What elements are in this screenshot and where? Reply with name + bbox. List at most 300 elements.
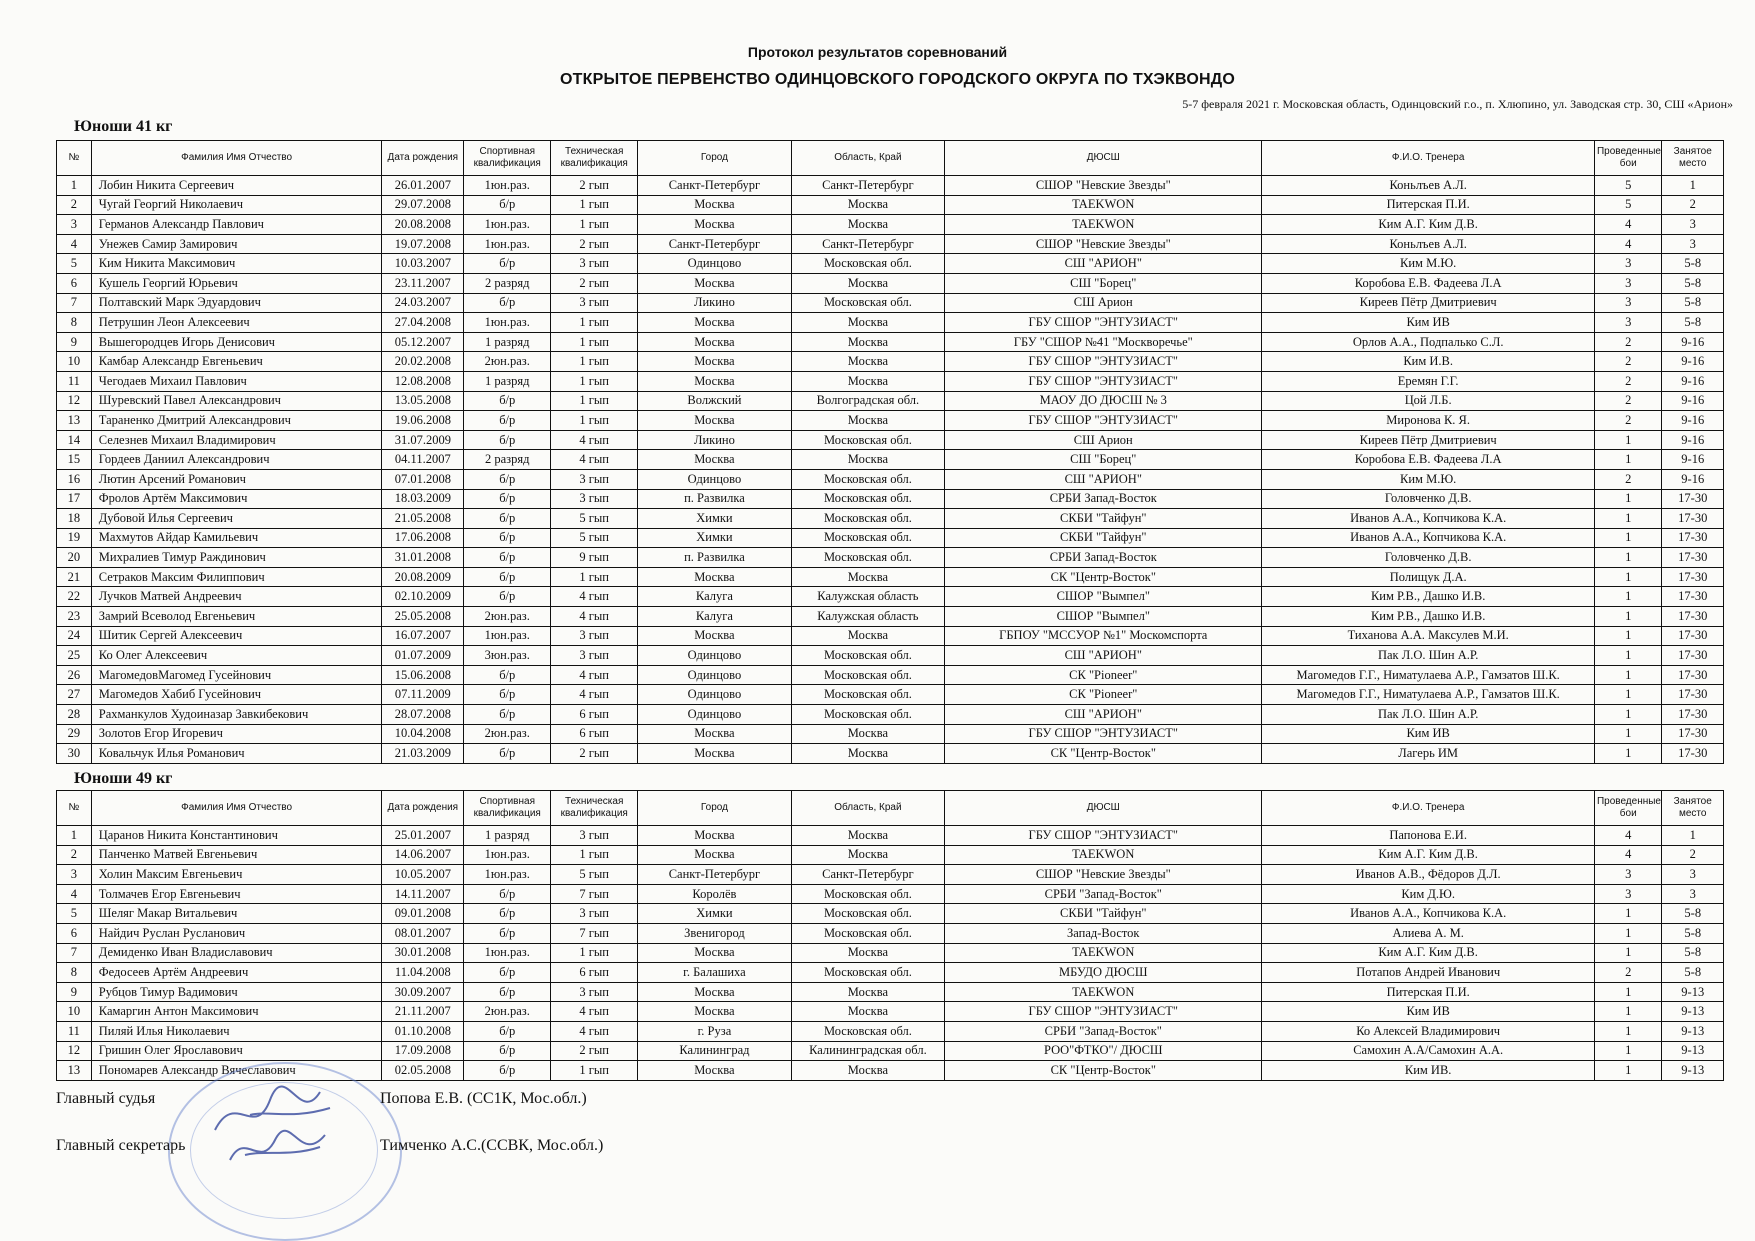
cell-bouts: 2 [1594,391,1662,411]
cell-coach: Потапов Андрей Иванович [1262,963,1595,983]
cell-city: Одинцово [638,705,791,725]
cell-school: СШ Арион [945,430,1262,450]
cell-school: СШ Арион [945,293,1262,313]
cell-name: Ким Никита Максимович [91,254,382,274]
cell-name: Кушель Георгий Юрьевич [91,273,382,293]
cell-birthdate: 20.02.2008 [382,352,464,372]
cell-city: Одинцово [638,665,791,685]
cell-birthdate: 19.07.2008 [382,234,464,254]
cell-city: Москва [638,845,791,865]
cell-birthdate: 08.01.2007 [382,923,464,943]
cell-name: Найдич Руслан Русланович [91,923,382,943]
cell-region: Москва [791,826,944,846]
table-header-row [57,791,1724,826]
cell-birthdate: 23.11.2007 [382,273,464,293]
cell-num: 21 [57,567,92,587]
cell-birthdate: 21.05.2008 [382,509,464,529]
cell-sport-qual: б/р [464,548,551,568]
cell-bouts: 3 [1594,884,1662,904]
cell-city: Москва [638,195,791,215]
cell-coach: Ким М.Ю. [1262,254,1595,274]
cell-coach: Тиханова А.А. Максулев М.И. [1262,626,1595,646]
cell-school: ГБУ СШОР "ЭНТУЗИАСТ" [945,313,1262,333]
cell-tech-qual: 3 гып [551,826,638,846]
cell-tech-qual: 7 гып [551,923,638,943]
protocol-title: Протокол результатов соревнований [747,44,1008,60]
chief-judge-name: Попова Е.В. (СС1К, Мос.обл.) [380,1090,587,1107]
header-col-tech-qual: Техническая квалификация [551,791,638,826]
cell-birthdate: 25.01.2007 [382,826,464,846]
cell-num: 5 [57,904,92,924]
cell-num: 29 [57,724,92,744]
table-row [57,332,1724,352]
cell-bouts: 1 [1594,1061,1662,1081]
cell-coach: Магомедов Г.Г., Ниматулаева А.Р., Гамзатов Ш.К. [1262,685,1595,705]
cell-place: 3 [1662,884,1724,904]
cell-num: 8 [57,963,92,983]
cell-tech-qual: 4 гып [551,587,638,607]
cell-coach: Коньлъев А.Л. [1262,234,1595,254]
cell-city: Калининград [638,1041,791,1061]
table-row [57,587,1724,607]
cell-school: МБУДО ДЮСШ [945,963,1262,983]
cell-tech-qual: 3 гып [551,626,638,646]
cell-birthdate: 17.09.2008 [382,1041,464,1061]
cell-name: Унежев Самир Замирович [91,234,382,254]
cell-sport-qual: б/р [464,923,551,943]
cell-region: Московская обл. [791,923,944,943]
cell-coach: Иванов А.А., Копчикова К.А. [1262,509,1595,529]
cell-region: Калужская область [791,607,944,627]
cell-place: 5-8 [1662,273,1724,293]
cell-place: 17-30 [1662,528,1724,548]
table-row [57,884,1724,904]
cell-birthdate: 01.10.2008 [382,1021,464,1041]
cell-birthdate: 02.05.2008 [382,1061,464,1081]
cell-coach: Ким А.Г. Ким Д.В. [1262,845,1595,865]
cell-name: Лютин Арсений Романович [91,469,382,489]
cell-tech-qual: 1 гып [551,313,638,333]
cell-city: Москва [638,826,791,846]
cell-birthdate: 30.09.2007 [382,982,464,1002]
cell-sport-qual: 2 разряд [464,273,551,293]
cell-coach: Магомедов Г.Г., Ниматулаева А.Р., Гамзатов Ш.К. [1262,665,1595,685]
cell-name: Тараненко Дмитрий Александрович [91,411,382,431]
cell-school: СРБИ Запад-Восток [945,489,1262,509]
cell-region: Московская обл. [791,528,944,548]
cell-birthdate: 05.12.2007 [382,332,464,352]
cell-tech-qual: 4 гып [551,1002,638,1022]
cell-coach: Коньлъев А.Л. [1262,176,1595,196]
cell-name: Пономарев Александр Вячеславович [91,1061,382,1081]
cell-num: 6 [57,273,92,293]
cell-place: 17-30 [1662,685,1724,705]
cell-num: 10 [57,352,92,372]
cell-bouts: 1 [1594,567,1662,587]
cell-coach: Иванов А.А., Копчикова К.А. [1262,904,1595,924]
cell-place: 17-30 [1662,489,1724,509]
table-row [57,567,1724,587]
cell-sport-qual: б/р [464,528,551,548]
cell-school: СРБИ "Запад-Восток" [945,884,1262,904]
cell-bouts: 1 [1594,607,1662,627]
cell-city: Москва [638,371,791,391]
cell-sport-qual: б/р [464,1021,551,1041]
table-row [57,430,1724,450]
cell-school: TAEKWON [945,215,1262,235]
cell-sport-qual: б/р [464,430,551,450]
table-row [57,626,1724,646]
table-row [57,254,1724,274]
cell-bouts: 1 [1594,665,1662,685]
header-col-birthdate: Дата рождения [382,791,464,826]
cell-region: Волгоградская обл. [791,391,944,411]
cell-school: СШОР "Невские Звезды" [945,234,1262,254]
cell-birthdate: 09.01.2008 [382,904,464,924]
cell-sport-qual: б/р [464,1041,551,1061]
header-col-num: № [57,141,92,176]
cell-tech-qual: 1 гып [551,845,638,865]
cell-place: 9-13 [1662,1021,1724,1041]
cell-region: Московская обл. [791,1021,944,1041]
cell-coach: Ким Р.В., Дашко И.В. [1262,587,1595,607]
cell-school: СРБИ Запад-Восток [945,548,1262,568]
cell-tech-qual: 2 гып [551,273,638,293]
cell-coach: Ко Алексей Владимирович [1262,1021,1595,1041]
cell-birthdate: 21.03.2009 [382,744,464,764]
cell-bouts: 4 [1594,826,1662,846]
cell-region: Московская обл. [791,509,944,529]
header-col-name: Фамилия Имя Отчество [91,791,382,826]
cell-tech-qual: 9 гып [551,548,638,568]
cell-num: 6 [57,923,92,943]
cell-city: Москва [638,626,791,646]
cell-place: 1 [1662,826,1724,846]
cell-city: Москва [638,567,791,587]
cell-region: Москва [791,567,944,587]
table-row [57,391,1724,411]
cell-name: Чегодаев Михаил Павлович [91,371,382,391]
table-row [57,943,1724,963]
cell-num: 7 [57,293,92,313]
cell-region: Московская обл. [791,254,944,274]
cell-place: 9-16 [1662,391,1724,411]
cell-num: 20 [57,548,92,568]
table-row [57,607,1724,627]
cell-region: Санкт-Петербург [791,176,944,196]
cell-tech-qual: 6 гып [551,724,638,744]
cell-city: Одинцово [638,469,791,489]
cell-place: 5-8 [1662,963,1724,983]
cell-sport-qual: б/р [464,509,551,529]
header-col-region: Область, Край [791,141,944,176]
cell-school: СКБИ "Тайфун" [945,528,1262,548]
cell-num: 5 [57,254,92,274]
cell-birthdate: 30.01.2008 [382,943,464,963]
cell-school: ГБУ СШОР "ЭНТУЗИАСТ" [945,1002,1262,1022]
cell-place: 17-30 [1662,705,1724,725]
cell-name: Замрий Всеволод Евгеньевич [91,607,382,627]
cell-city: п. Развилка [638,489,791,509]
cell-name: Магомедов Хабиб Гусейнович [91,685,382,705]
cell-name: Полтавский Марк Эдуардович [91,293,382,313]
cell-bouts: 1 [1594,744,1662,764]
cell-name: Фролов Артём Максимович [91,489,382,509]
cell-place: 5-8 [1662,313,1724,333]
cell-birthdate: 26.01.2007 [382,176,464,196]
cell-name: Ковальчук Илья Романович [91,744,382,764]
cell-bouts: 1 [1594,626,1662,646]
cell-sport-qual: 1юн.раз. [464,943,551,963]
header-col-school: ДЮСШ [945,791,1262,826]
cell-school: СК "Pioneer" [945,685,1262,705]
cell-city: Санкт-Петербург [638,234,791,254]
cell-birthdate: 11.04.2008 [382,963,464,983]
cell-num: 9 [57,332,92,352]
cell-tech-qual: 6 гып [551,705,638,725]
cell-name: Шуревский Павел Александрович [91,391,382,411]
cell-school: СШ "Борец" [945,450,1262,470]
table-header-row [57,141,1724,176]
section-title-49kg: Юноши 49 кг [74,770,173,787]
cell-coach: Полищук Д.А. [1262,567,1595,587]
cell-birthdate: 24.03.2007 [382,293,464,313]
cell-tech-qual: 1 гып [551,215,638,235]
cell-city: Калуга [638,607,791,627]
cell-sport-qual: 3юн.раз. [464,646,551,666]
cell-name: Сетраков Максим Филиппович [91,567,382,587]
cell-name: Гришин Олег Ярославович [91,1041,382,1061]
cell-region: Московская обл. [791,469,944,489]
cell-coach: Ким И.В. [1262,352,1595,372]
cell-name: Камаргин Антон Максимович [91,1002,382,1022]
cell-city: Москва [638,943,791,963]
cell-region: Московская обл. [791,685,944,705]
cell-num: 19 [57,528,92,548]
cell-region: Московская обл. [791,963,944,983]
cell-sport-qual: б/р [464,904,551,924]
cell-sport-qual: б/р [464,685,551,705]
cell-region: Санкт-Петербург [791,865,944,885]
cell-region: Москва [791,332,944,352]
cell-num: 9 [57,982,92,1002]
cell-school: ГБУ СШОР "ЭНТУЗИАСТ" [945,411,1262,431]
table-row [57,923,1724,943]
cell-coach: Питерская П.И. [1262,195,1595,215]
cell-sport-qual: 2 разряд [464,450,551,470]
cell-place: 3 [1662,234,1724,254]
cell-num: 22 [57,587,92,607]
cell-city: Одинцово [638,685,791,705]
cell-bouts: 4 [1594,234,1662,254]
cell-tech-qual: 4 гып [551,607,638,627]
table-row [57,234,1724,254]
cell-coach: Ким ИВ. [1262,1061,1595,1081]
cell-birthdate: 07.01.2008 [382,469,464,489]
header-col-tech-qual: Техническая квалификация [551,141,638,176]
cell-city: Одинцово [638,646,791,666]
cell-school: СК "Центр-Восток" [945,1061,1262,1081]
cell-school: СРБИ "Запад-Восток" [945,1021,1262,1041]
cell-place: 9-16 [1662,469,1724,489]
cell-name: Селезнев Михаил Владимирович [91,430,382,450]
cell-birthdate: 10.04.2008 [382,724,464,744]
cell-num: 14 [57,430,92,450]
cell-bouts: 2 [1594,352,1662,372]
cell-name: Рубцов Тимур Вадимович [91,982,382,1002]
cell-place: 9-16 [1662,450,1724,470]
cell-school: СШ "АРИОН" [945,469,1262,489]
cell-place: 17-30 [1662,607,1724,627]
cell-place: 17-30 [1662,548,1724,568]
cell-coach: Орлов А.А., Подпалько С.Л. [1262,332,1595,352]
cell-birthdate: 04.11.2007 [382,450,464,470]
chief-judge-label: Главный судья [56,1090,156,1107]
cell-school: СШ "АРИОН" [945,646,1262,666]
cell-name: Михралиев Тимур Раждинович [91,548,382,568]
cell-birthdate: 17.06.2008 [382,528,464,548]
table-row [57,313,1724,333]
cell-name: Толмачев Егор Евгеньевич [91,884,382,904]
cell-tech-qual: 5 гып [551,865,638,885]
cell-tech-qual: 3 гып [551,293,638,313]
cell-num: 17 [57,489,92,509]
cell-sport-qual: 1юн.раз. [464,234,551,254]
cell-num: 11 [57,1021,92,1041]
cell-name: Гордеев Даниил Александрович [91,450,382,470]
cell-birthdate: 20.08.2009 [382,567,464,587]
cell-name: Махмутов Айдар Камильевич [91,528,382,548]
cell-num: 2 [57,195,92,215]
cell-coach: Ким ИВ [1262,313,1595,333]
cell-tech-qual: 3 гып [551,489,638,509]
cell-name: Камбар Александр Евгеньевич [91,352,382,372]
cell-tech-qual: 4 гып [551,430,638,450]
cell-tech-qual: 1 гып [551,411,638,431]
cell-sport-qual: 1юн.раз. [464,176,551,196]
table-row [57,195,1724,215]
cell-bouts: 1 [1594,430,1662,450]
cell-num: 7 [57,943,92,963]
cell-school: СШОР "Вымпел" [945,607,1262,627]
cell-region: Москва [791,195,944,215]
table-row [57,665,1724,685]
cell-bouts: 1 [1594,904,1662,924]
header-col-coach: Ф.И.О. Тренера [1262,141,1595,176]
cell-bouts: 2 [1594,469,1662,489]
cell-sport-qual: 2юн.раз. [464,607,551,627]
cell-region: Московская обл. [791,430,944,450]
cell-num: 3 [57,215,92,235]
cell-city: Москва [638,1061,791,1081]
cell-name: Демиденко Иван Владиславович [91,943,382,963]
table-row [57,646,1724,666]
cell-name: Шеляг Макар Витальевич [91,904,382,924]
cell-sport-qual: б/р [464,884,551,904]
header-col-city: Город [638,791,791,826]
header-col-name: Фамилия Имя Отчество [91,141,382,176]
header-col-coach: Ф.И.О. Тренера [1262,791,1595,826]
cell-bouts: 1 [1594,1021,1662,1041]
cell-sport-qual: б/р [464,411,551,431]
cell-bouts: 1 [1594,1041,1662,1061]
header-col-place: Занятое место [1662,141,1724,176]
table-row [57,1002,1724,1022]
cell-birthdate: 18.03.2009 [382,489,464,509]
cell-bouts: 1 [1594,705,1662,725]
cell-tech-qual: 2 гып [551,1041,638,1061]
cell-region: Москва [791,450,944,470]
cell-bouts: 1 [1594,450,1662,470]
cell-bouts: 1 [1594,548,1662,568]
cell-bouts: 2 [1594,963,1662,983]
cell-tech-qual: 1 гып [551,1061,638,1081]
cell-sport-qual: 1 разряд [464,826,551,846]
cell-region: Москва [791,411,944,431]
cell-sport-qual: б/р [464,963,551,983]
cell-num: 30 [57,744,92,764]
cell-name: Германов Александр Павлович [91,215,382,235]
cell-tech-qual: 4 гып [551,685,638,705]
cell-region: Москва [791,1002,944,1022]
cell-birthdate: 14.11.2007 [382,884,464,904]
cell-region: Москва [791,943,944,963]
cell-bouts: 1 [1594,489,1662,509]
cell-school: ГБУ "СШОР №41 "Москворечье" [945,332,1262,352]
cell-place: 2 [1662,845,1724,865]
cell-school: СКБИ "Тайфун" [945,904,1262,924]
cell-coach: Ким М.Ю. [1262,469,1595,489]
cell-place: 9-16 [1662,430,1724,450]
cell-sport-qual: б/р [464,293,551,313]
cell-region: Калининградская обл. [791,1041,944,1061]
cell-num: 26 [57,665,92,685]
cell-school: МАОУ ДО ДЮСШ № 3 [945,391,1262,411]
cell-name: Чугай Георгий Николаевич [91,195,382,215]
cell-coach: Самохин А.А/Самохин А.А. [1262,1041,1595,1061]
cell-name: Панченко Матвей Евгеньевич [91,845,382,865]
cell-birthdate: 31.07.2009 [382,430,464,450]
cell-sport-qual: 1 разряд [464,371,551,391]
table-row [57,489,1724,509]
cell-tech-qual: 3 гып [551,982,638,1002]
cell-city: Москва [638,352,791,372]
cell-bouts: 3 [1594,293,1662,313]
cell-place: 1 [1662,176,1724,196]
cell-num: 15 [57,450,92,470]
cell-region: Москва [791,626,944,646]
cell-num: 11 [57,371,92,391]
cell-sport-qual: б/р [464,391,551,411]
cell-name: Золотов Егор Игоревич [91,724,382,744]
cell-tech-qual: 5 гып [551,509,638,529]
cell-bouts: 5 [1594,195,1662,215]
table-row [57,450,1724,470]
cell-coach: Пак Л.О. Шин А.Р. [1262,646,1595,666]
cell-region: Москва [791,744,944,764]
cell-bouts: 1 [1594,943,1662,963]
cell-place: 5-8 [1662,943,1724,963]
cell-sport-qual: 1юн.раз. [464,626,551,646]
cell-city: Москва [638,450,791,470]
section-title-41kg: Юноши 41 кг [74,118,173,135]
cell-coach: Ким ИВ [1262,1002,1595,1022]
cell-city: г. Руза [638,1021,791,1041]
cell-tech-qual: 4 гып [551,450,638,470]
cell-city: Москва [638,982,791,1002]
cell-coach: Цой Л.Б. [1262,391,1595,411]
cell-place: 17-30 [1662,724,1724,744]
